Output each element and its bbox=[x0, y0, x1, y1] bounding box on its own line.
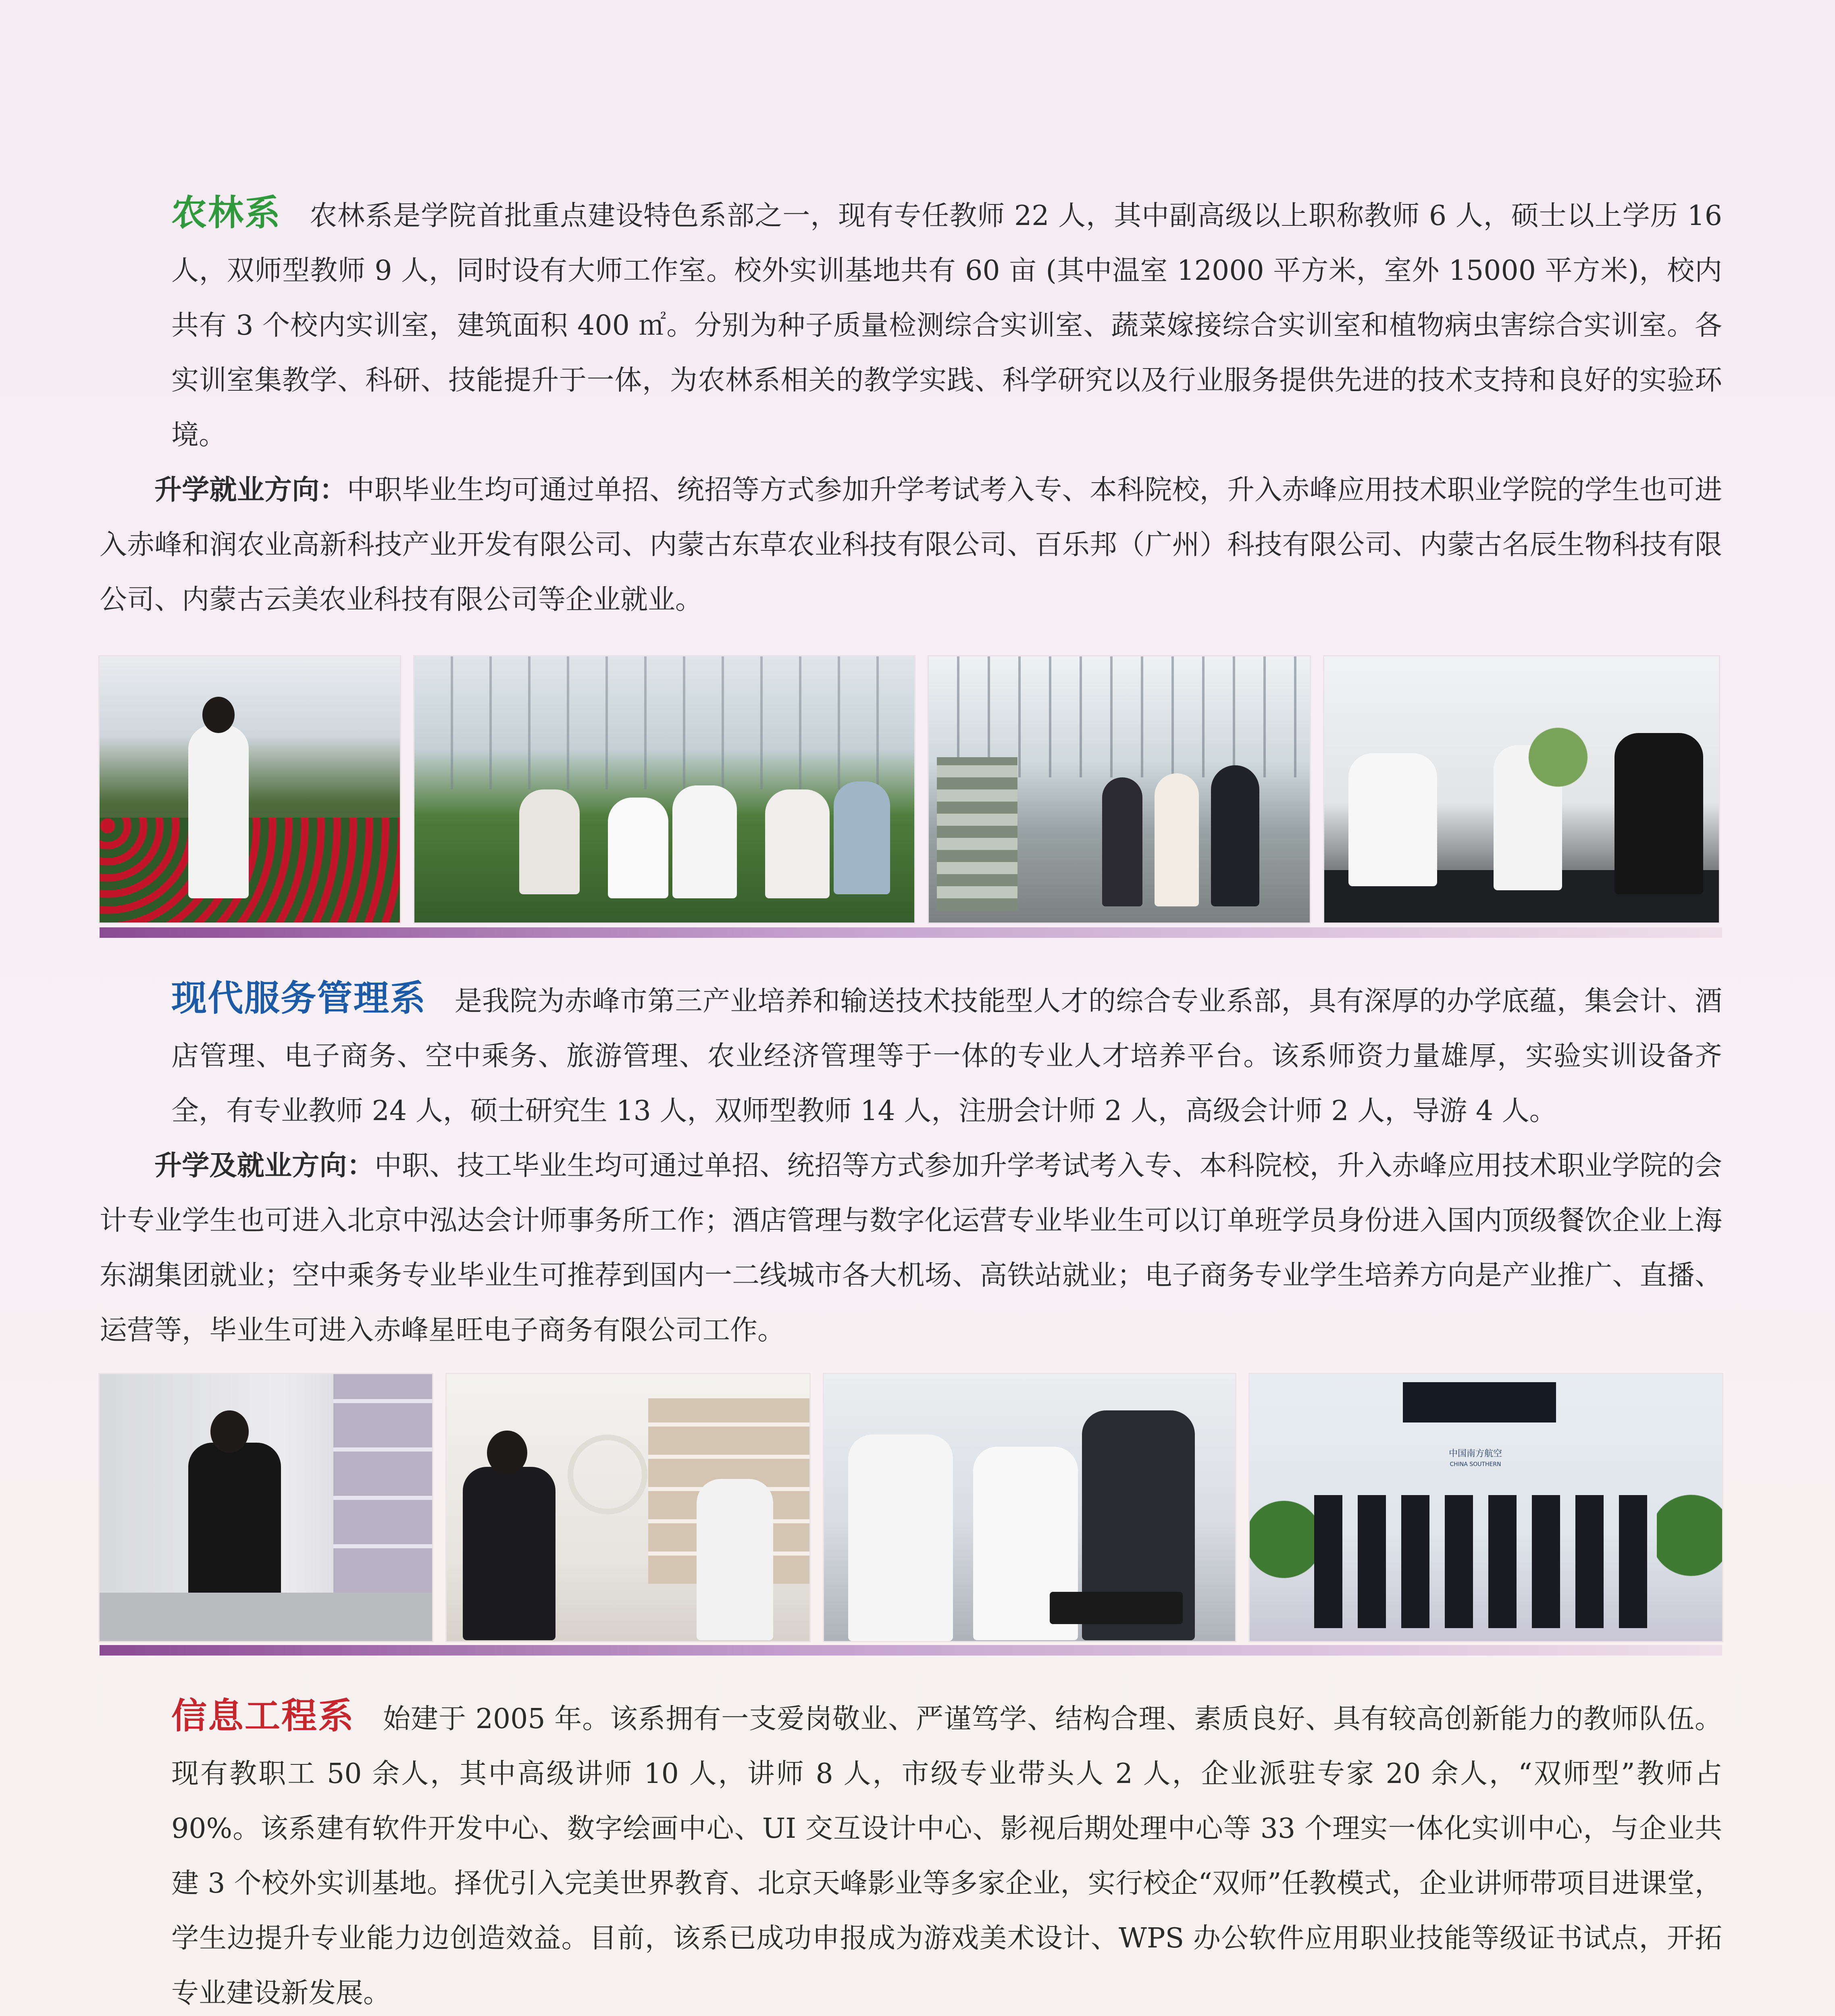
career-text: 中职、技工毕业生均可通过单招、统招等方式参加升学考试考入专、本科院校，升入赤峰应用技术职业学院的会计专业学生也可进入北京中泓达会计师事务所工作；酒店管理与数字化运营专业毕业生可以订单班学员身份进入国内顶级餐饮企业上海东湖集团就业；空中乘务专业毕业生可推荐到国内一二线城市各大机场、高铁站就业；电子商务专业学生培养方向是产业推广、直播、运营等，毕业生可进入赤峰星旺电子商务有限公司工作。 bbox=[100, 1150, 1722, 1346]
section-intro-text: 是我院为赤峰市第三产业培养和输送技术技能型人才的综合专业系部，具有深厚的办学底蕴，集会计、酒店管理、电子商务、空中乘务、旅游管理、农业经济管理等于一体的专业人才培养平台。该系师资力量雄厚，实验实训设备齐全，有专业教师 24 人，硕士研究生 13 人，双师型教师 14 人，注册会计师 2 人，高级会计师 2 人，导游 4 人。 bbox=[171, 985, 1722, 1127]
section-title: 农林系 bbox=[171, 192, 282, 233]
photo-row-agri bbox=[100, 656, 1722, 923]
section-service-intro bbox=[100, 971, 1722, 1139]
section-agri bbox=[100, 185, 1722, 627]
section-it bbox=[100, 1689, 1722, 2016]
ecommerce-livestream-photo bbox=[447, 1374, 809, 1641]
airline-sign-text: 中国南方航空 bbox=[1448, 1449, 1502, 1459]
hotel-service-photo bbox=[100, 1374, 432, 1641]
career-lead: 升学就业方向： bbox=[154, 474, 347, 506]
flower-arrangement-photo bbox=[1324, 656, 1719, 923]
section-intro-text: 始建于 2005 年。该系拥有一支爱岗敬业、严谨笃学、结构合理、素质良好、具有较高创新能力的教师队伍。现有教职工 50 余人，其中高级讲师 10 人，讲师 8 人，市级专业带头人 2 人，企业派驻专家 20 余人，“双师型”教师占 90%。该系建有软件开发中心、数字绘画中心、UI 交互设计中心、影视后期处理中心等 33 个理实一体化实训中心，与企业共建 3 个校外实训基地。择优引入完美世界教育、北京天峰影业等多家企业，实行校企“双师”任教模式，企业讲师带项目进课堂，学生边提升专业能力边创造效益。目前，该系已成功申报成为游戏美术设计、WPS 办公软件应用职业技能等级证书试点，开拓专业建设新发展。 bbox=[171, 1703, 1722, 2009]
airline-sign-en-text: CHINA SOUTHERN bbox=[1450, 1461, 1501, 1468]
section-intro-text: 农林系是学院首批重点建设特色系部之一，现有专任教师 22 人，其中副高级以上职称教师 6 人，硕士以上学历 16 人，双师型教师 9 人，同时设有大师工作室。校外实训基地共有 60 亩 (其中温室 12000 平方米，室外 15000 平方米)，校内共有 3 个校内实训室，建筑面积 400 ㎡。分别为种子质量检测综合实训室、蔬菜嫁接综合实训室和植物病虫害综合实训室。各实训室集教学、科研、技能提升于一体，为农林系相关的教学实践、科学研究以及行业服务提供先进的技术支持和良好的实验环境。 bbox=[171, 200, 1722, 451]
photo-row-underline bbox=[100, 927, 1722, 938]
flight-attendants-photo bbox=[1250, 1374, 1722, 1641]
greenhouse-flowers-photo bbox=[100, 656, 400, 923]
section-service bbox=[100, 971, 1722, 1358]
photo-row-service bbox=[100, 1374, 1722, 1641]
career-lead: 升学及就业方向： bbox=[154, 1150, 374, 1182]
photo-row-underline bbox=[100, 1645, 1722, 1656]
section-service-career bbox=[100, 1139, 1722, 1358]
section-it-intro bbox=[100, 1689, 1722, 2016]
section-title: 信息工程系 bbox=[171, 1695, 355, 1737]
greenhouse-students-photo bbox=[414, 656, 914, 923]
section-agri-career bbox=[100, 463, 1722, 627]
section-agri-intro bbox=[100, 185, 1722, 463]
greenhouse-tour-photo bbox=[929, 656, 1310, 923]
career-text: 中职毕业生均可通过单招、统招等方式参加升学考试考入专、本科院校，升入赤峰应用技术职业学院的学生也可进入赤峰和润农业高新科技产业开发有限公司、内蒙古东草农业科技有限公司、百乐邦（广州）科技有限公司、内蒙古名辰生物科技有限公司、内蒙古云美农业科技有限公司等企业就业。 bbox=[100, 474, 1722, 616]
computer-lab-students-photo bbox=[824, 1374, 1235, 1641]
section-title: 现代服务管理系 bbox=[171, 977, 427, 1019]
